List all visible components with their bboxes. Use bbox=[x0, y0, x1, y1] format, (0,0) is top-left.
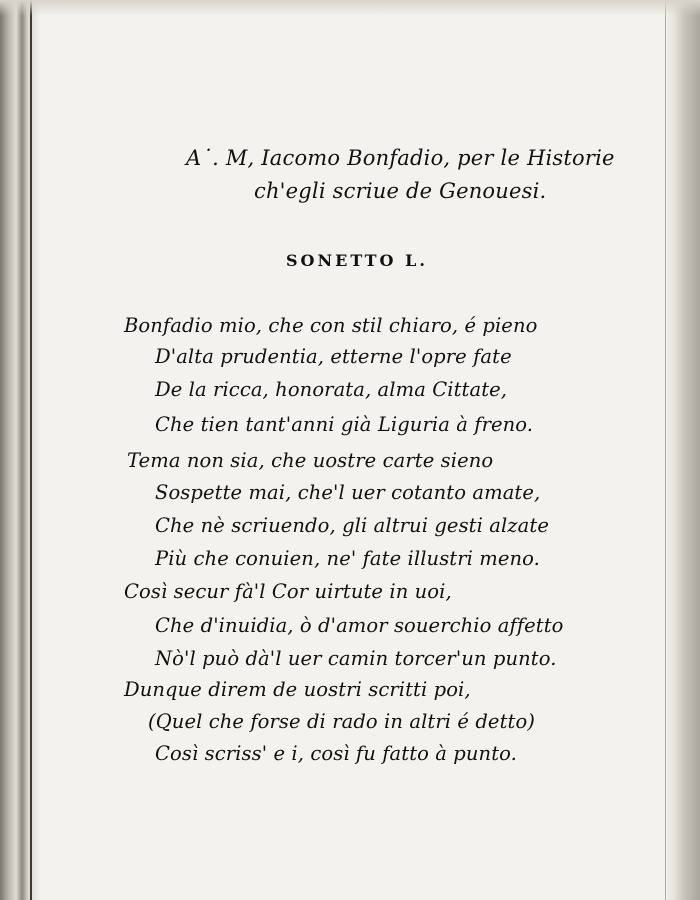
poem-line-10: Che d'inuidia, ò d'amor souerchio affetto bbox=[155, 614, 564, 637]
poem-line-12: Dunque direm de uostri scritti poi, bbox=[124, 678, 471, 701]
poem-line-5: Tema non sia, che uostre carte sieno bbox=[127, 449, 494, 472]
poem-line-8: Più che conuien, ne' fate illustri meno. bbox=[155, 547, 540, 570]
poem-line-11: Nò'l può dà'l uer camin torcer'un punto. bbox=[155, 647, 557, 670]
dedication-heading-line-2: ch'egli scriue de Genouesi. bbox=[254, 179, 547, 203]
dedication-heading-line-1: A˙. M, Iacomo Bonfadio, per le Historie bbox=[186, 146, 615, 170]
sonnet-title: SONETTO L. bbox=[286, 251, 428, 270]
poem-line-6: Sospette mai, che'l uer cotanto amate, bbox=[155, 481, 541, 504]
poem-line-1: Bonfadio mio, che con stil chiaro, é pieno bbox=[124, 314, 538, 337]
poem-line-3: De la ricca, honorata, alma Cittate, bbox=[155, 378, 508, 401]
poem-line-2: D'alta prudentia, etterne l'opre fate bbox=[155, 345, 512, 368]
poem-line-9: Così secur fà'l Cor uirtute in uoi, bbox=[124, 580, 452, 603]
poem-line-14: Così scriss' e i, così fu fatto à punto. bbox=[155, 742, 517, 765]
poem-line-13: (Quel che forse di rado in altri é detto) bbox=[148, 710, 535, 733]
poem-line-7: Che nè scriuendo, gli altrui gesti alzate bbox=[155, 514, 549, 537]
poem-line-4: Che tien tant'anni già Liguria à freno. bbox=[155, 413, 534, 436]
